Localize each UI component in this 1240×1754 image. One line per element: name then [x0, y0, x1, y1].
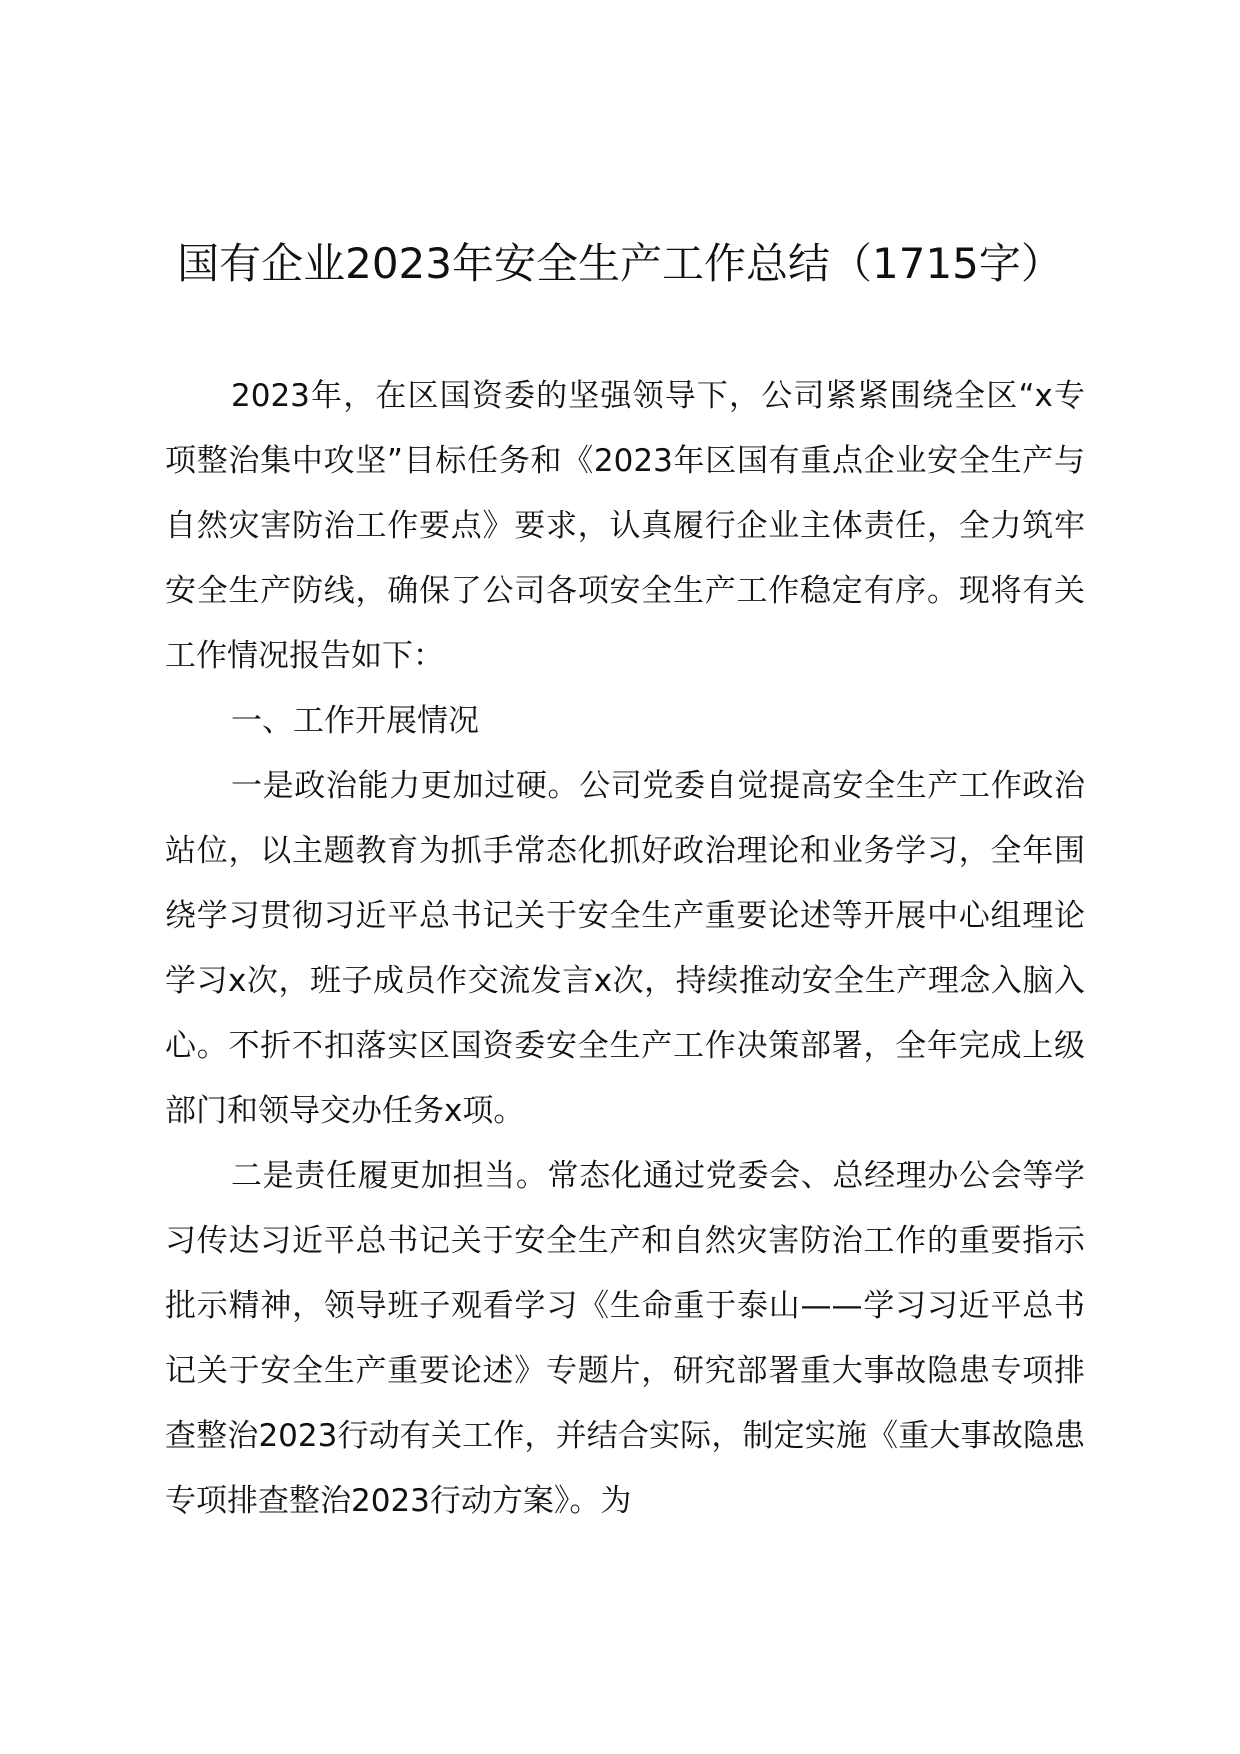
- document-title: 国有企业2023年安全生产工作总结（1715字）: [177, 239, 1063, 288]
- document-body: [165, 364, 1085, 1534]
- paragraph-responsibility: 二是责任履更加担当。常态化通过党委会、总经理办公会等学习传达习近平总书记关于安全生产和自然灾害防治工作的重要指示批示精神，领导班子观看学习《生命重于泰山——学习习近平总书记关于安全生产重要论述》专题片，研究部署重大事故隐患专项排查整治2023行动有关工作，并结合实际，制定实施《重大事故隐患专项排查整治2023行动方案》。为: [165, 1158, 1085, 1519]
- section-heading-work-progress: 一、工作开展情况: [231, 703, 479, 739]
- paragraph-intro: 2023年，在区国资委的坚强领导下，公司紧紧围绕全区“x专项整治集中攻坚”目标任务和《2023年区国有重点企业安全生产与自然灾害防治工作要点》要求，认真履行企业主体责任，全力筑牢安全生产防线，确保了公司各项安全生产工作稳定有序。现将有关工作情况报告如下：: [165, 378, 1085, 674]
- paragraph-political-ability: 一是政治能力更加过硬。公司党委自觉提高安全生产工作政治站位，以主题教育为抓手常态化抓好政治理论和业务学习，全年围绕学习贯彻习近平总书记关于安全生产重要论述等开展中心组理论学习x次，班子成员作交流发言x次，持续推动安全生产理念入脑入心。不折不扣落实区国资委安全生产工作决策部署，全年完成上级部门和领导交办任务x项。: [165, 768, 1085, 1129]
